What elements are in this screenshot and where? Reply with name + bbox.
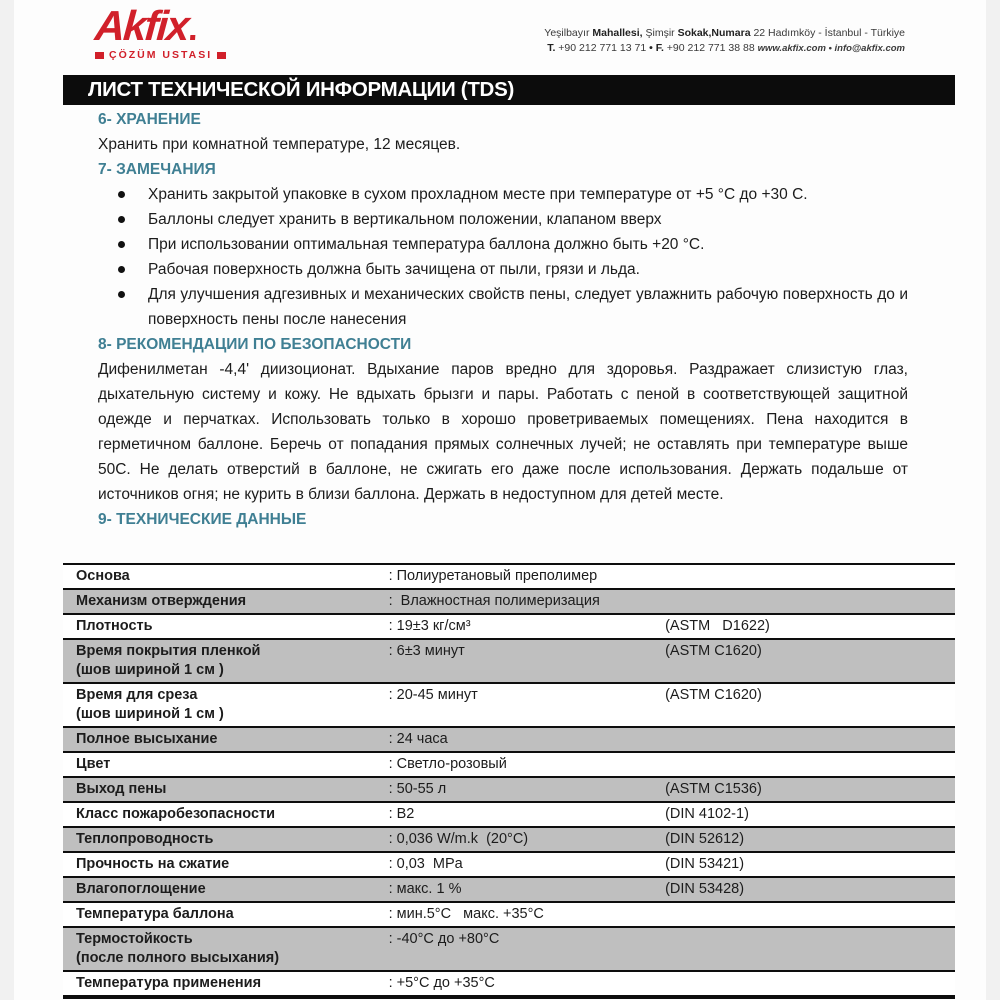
- param-label: Механизм отверждения: [76, 593, 247, 609]
- section-heading-technical-data: 9- ТЕХНИЧЕСКИЕ ДАННЫЕ: [98, 511, 307, 528]
- param-label-line2: (шов шириной 1 см ): [76, 662, 224, 678]
- table-row: [63, 565, 955, 590]
- list-item: При использовании оптимальная температура баллона должно быть +20 °C.: [148, 232, 908, 257]
- notes-bullet-list: [98, 182, 908, 332]
- param-value: : -40°C до +80°C: [388, 931, 500, 947]
- param-standard: [665, 903, 955, 926]
- document-body: [98, 107, 908, 532]
- param-standard: [665, 753, 955, 776]
- technical-data-table: [63, 563, 955, 999]
- param-standard: [665, 565, 955, 588]
- param-label: Температура баллона: [76, 906, 234, 922]
- param-value: : 0,03 MPa: [388, 856, 463, 872]
- website-email-text: www.akfix.com • info@akfix.com: [757, 43, 905, 54]
- table-row: [63, 640, 955, 684]
- address-line-2: T. +90 212 771 13 71 • F. +90 212 771 38 88 www.akfix.com • info@akfix.com: [547, 42, 905, 54]
- param-value: : 0,036 W/m.k (20°C): [388, 831, 529, 847]
- param-value: : 19±3 кг/см³: [388, 618, 471, 634]
- param-label: Влагопоглощение: [76, 881, 206, 897]
- param-value: : 20-45 минут: [388, 687, 478, 703]
- param-value: : +5°C до +35°C: [388, 975, 495, 991]
- document-header: [0, 0, 1000, 75]
- company-address-block: [544, 26, 905, 56]
- akfix-logo-tagline: [95, 49, 245, 61]
- param-label-line2: (после полного высыхания): [76, 950, 280, 966]
- list-item: Рабочая поверхность должна быть зачищена от пыли, грязи и льда.: [148, 257, 908, 282]
- table-row: [63, 753, 955, 778]
- param-label: Теплопроводность: [76, 831, 214, 847]
- param-value: : 24 часа: [388, 731, 448, 747]
- table-row: [63, 778, 955, 803]
- param-label: Температура применения: [76, 975, 262, 991]
- table-row: [63, 903, 955, 928]
- param-value: : Светло-розовый: [388, 756, 507, 772]
- param-label: Цвет: [76, 756, 111, 772]
- section-heading-notes: 7- ЗАМЕЧАНИЯ: [98, 161, 216, 178]
- param-label: Время покрытия пленкой: [76, 643, 261, 659]
- param-value: : 50-55 л: [388, 781, 447, 797]
- param-label: Выход пены: [76, 781, 167, 797]
- param-standard: (DIN 52612): [665, 831, 745, 847]
- param-standard: (DIN 53421): [665, 856, 745, 872]
- param-standard: (ASTM C1620): [665, 687, 762, 703]
- list-item: Для улучшения адгезивных и механических свойств пены, следует увлажнить рабочую поверхность до и поверхность пены после нанесения: [148, 282, 908, 332]
- akfix-logo: [95, 4, 245, 61]
- scan-edge-right: [986, 0, 1000, 1000]
- param-label-line2: (шов шириной 1 см ): [76, 706, 224, 722]
- param-standard: (ASTM D1622): [665, 618, 770, 634]
- param-value: : мин.5°C макс. +35°C: [388, 906, 544, 922]
- param-value: : Полиуретановый преполимер: [388, 568, 598, 584]
- table-row: [63, 878, 955, 903]
- param-label: Полное высыхание: [76, 731, 218, 747]
- param-standard: (ASTM C1536): [665, 781, 762, 797]
- storage-text: Хранить при комнатной температуре, 12 месяцев.: [98, 136, 461, 153]
- table-row: [63, 615, 955, 640]
- param-standard: [665, 972, 955, 995]
- param-value: : B2: [388, 806, 415, 822]
- param-label: Основа: [76, 568, 130, 584]
- param-standard: [665, 728, 955, 751]
- param-standard: (DIN 53428): [665, 881, 745, 897]
- param-standard: [665, 928, 955, 970]
- table-row: [63, 728, 955, 753]
- table-row: [63, 972, 955, 995]
- param-value: : 6±3 минут: [388, 643, 465, 659]
- param-label: Прочность на сжатие: [76, 856, 230, 872]
- tagline-text: ÇÖZÜM USTASI: [109, 49, 213, 61]
- section-heading-storage: 6- ХРАНЕНИЕ: [98, 111, 201, 128]
- table-row: [63, 684, 955, 728]
- table-row: [63, 590, 955, 615]
- param-standard: (DIN 4102-1): [665, 806, 749, 822]
- table-row: [63, 928, 955, 972]
- list-item: Хранить закрытой упаковке в сухом прохладном месте при температуре от +5 °C до +30 C.: [148, 182, 908, 207]
- list-item: Баллоны следует хранить в вертикальном положении, клапаном вверх: [148, 207, 908, 232]
- section-heading-safety: 8- РЕКОМЕНДАЦИИ ПО БЕЗОПАСНОСТИ: [98, 336, 412, 353]
- table-row: [63, 803, 955, 828]
- param-value: : макс. 1 %: [388, 881, 462, 897]
- param-label: Время для среза: [76, 687, 198, 703]
- akfix-logo-wordmark: Akfix: [93, 4, 197, 48]
- param-value: : Влажностная полимеризация: [388, 593, 600, 609]
- param-label: Термостойкость: [76, 931, 193, 947]
- scan-edge-left: [0, 0, 14, 1000]
- document-title-bar: ЛИСТ ТЕХНИЧЕСКОЙ ИНФОРМАЦИИ (TDS): [63, 75, 955, 105]
- param-label: Класс пожаробезопасности: [76, 806, 276, 822]
- param-label: Плотность: [76, 618, 153, 634]
- table-row: [63, 853, 955, 878]
- param-standard: (ASTM C1620): [665, 643, 762, 659]
- param-standard: [665, 590, 955, 613]
- safety-text: Дифенилметан -4,4' диизоционат. Вдыхание паров вредно для здоровья. Раздражает слизистую глаз, дыхательную систему и кожу. Не вдыхать брызги и пары. Работать с пеной в соответствующей защитной одежде и перчатках. Использовать только в хорошо проветриваемых помещениях. Пена находится в герметичном баллоне. Беречь от попадания прямых солнечных лучей; не оставлять при температуре выше 50C. Не делать отверстий в баллоне, не сжигать его даже после использования. Держать подальше от источников огня; не курить в близи баллона. Держать в недоступном для детей месте.: [98, 361, 908, 503]
- table-row: [63, 828, 955, 853]
- address-line-1: Yeşilbayır Mahallesi, Şimşir Sokak,Numara 22 Hadımköy - İstanbul - Türkiye: [544, 27, 905, 39]
